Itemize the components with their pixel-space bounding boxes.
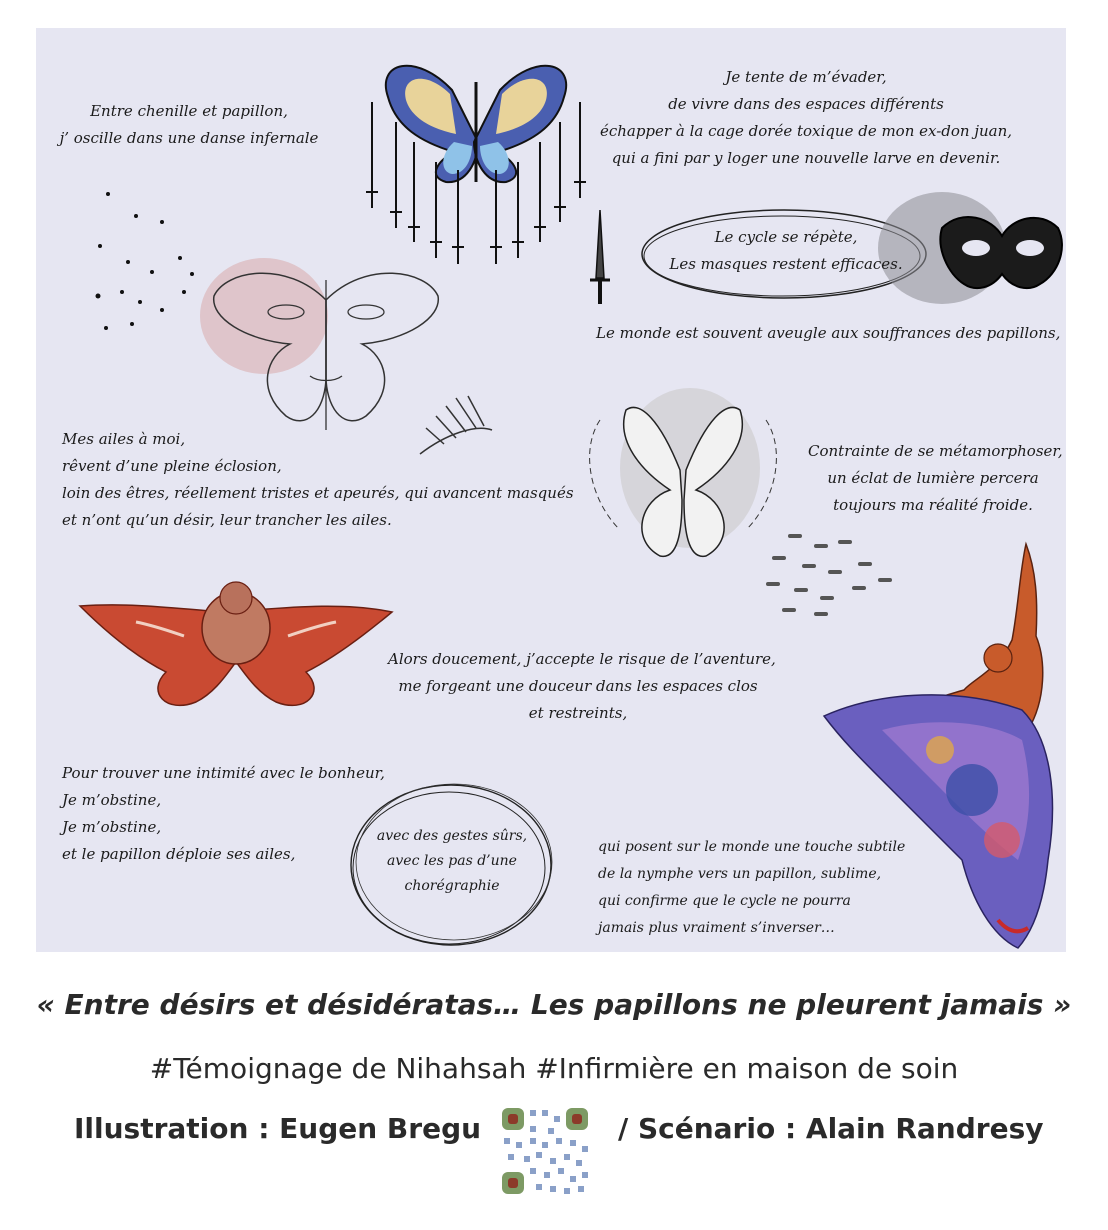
stanza-2 [596,64,1016,172]
stanza-9 [372,824,532,899]
verse-line: et restreints, [528,704,628,722]
verse-line: Je tente de m’évader, [725,68,887,86]
verse-line: Les masques restent efficaces. [669,255,903,273]
verse-line: de vivre dans des espaces différents [668,95,944,113]
ghost-butterfly-illustration [570,380,790,570]
verse-line: chorégraphie [404,878,500,894]
verse-line: toujours ma réalité froide. [833,496,1033,514]
verse-line: et n’ont qu’un désir, leur trancher les ailes. [62,511,392,529]
verse-line: avec les pas d’une [387,853,517,869]
verse-line: Alors doucement, j’accepte le risque de l’aventure, [388,650,776,668]
verse-line: échapper à la cage dorée toxique de mon ex-don juan, [599,122,1013,140]
verse-line: loin des êtres, réellement tristes et apeurés, qui avancent masqués [62,484,574,502]
stanza-4 [596,320,1060,347]
verse-line: un éclat de lumière percera [827,469,1039,487]
illustration-credit: Illustration : Eugen Bregu [74,1112,482,1145]
verse-line: Pour trouver une intimité avec le bonheur, [62,764,385,782]
butterfly-with-daggers-illustration [366,42,606,272]
verse-line: Entre chenille et papillon, [90,102,288,120]
red-winged-figure-illustration [76,582,396,722]
stanza-6 [808,438,1063,519]
verse-line: j’ oscille dans une danse infernale [59,129,319,147]
verse-line: jamais plus vraiment s’inverser… [598,920,835,936]
verse-line: Mes ailes à moi, [62,430,186,448]
verse-line: qui confirme que le cycle ne pourra [598,893,851,909]
scenario-credit: / Scénario : Alain Randresy [618,1112,1044,1145]
stanza-1 [54,98,324,152]
poem-panel [36,28,1066,952]
verse-line: Je m’obstine, [62,791,162,809]
verse-line: de la nymphe vers un papillon, sublime, [598,866,882,882]
verse-line: avec des gestes sûrs, [376,828,528,844]
verse-line: Le monde est souvent aveugle aux souffrances des papillons, [596,324,1061,342]
stanza-10 [598,834,928,942]
verse-line: Le cycle se répète, [714,228,858,246]
verse-line: Je m’obstine, [62,818,162,836]
qr-code-icon[interactable] [500,1106,590,1196]
stanza-3 [656,224,916,278]
verse-line: Contrainte de se métamorphoser, [808,442,1063,460]
verse-line: rêvent d’une pleine éclosion, [62,457,282,475]
verse-line: me forgeant une douceur dans les espaces clos [398,677,758,695]
dagger-illustration [588,208,612,308]
verse-line: qui posent sur le monde une touche subtile [598,839,906,855]
stanza-8 [62,760,385,868]
verse-line: qui a fini par y loger une nouvelle larve en devenir. [611,149,1001,167]
stanza-5 [62,426,574,534]
stanza-7 [388,646,776,727]
verse-line: et le papillon déploie ses ailes, [62,845,296,863]
caption-title: « Entre désirs et désidératas… Les papillons ne pleurent jamais » [36,988,1072,1021]
caption-tags: #Témoignage de Nihahsah #Infirmière en maison de soin [149,1052,959,1085]
